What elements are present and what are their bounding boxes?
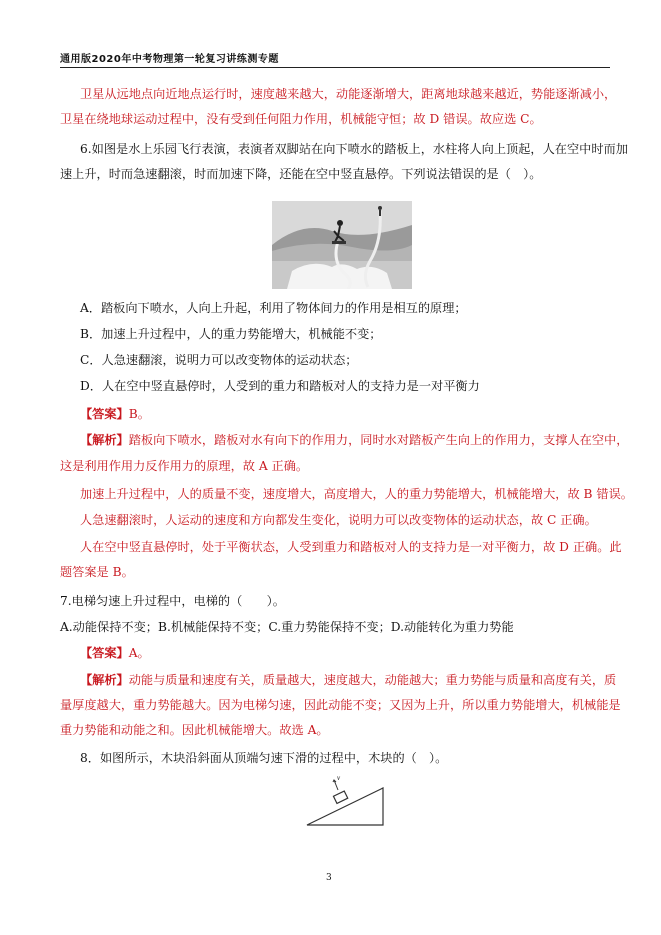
answer-label: 【答案】 [80, 646, 129, 660]
page-header: 通用版2020年中考物理第一轮复习讲练测专题 [60, 54, 279, 65]
option-b: B．加速上升过程中，人的重力势能增大，机械能不变； [80, 327, 382, 341]
page-number: 3 [326, 873, 332, 883]
answer-7 [80, 645, 630, 661]
explanation-line: 这是利用作用力反作用力的原理，故 A 正确。 [60, 459, 309, 473]
answer-label: 【答案】 [80, 407, 129, 421]
explanation-7 [80, 672, 630, 688]
question-6-text: 6.如图是水上乐园飞行表演，表演者双脚站在向下喷水的踏板上，水柱将人向上顶起，人在空中时而加 [80, 142, 628, 156]
explanation-line: 卫星在绕地球运动过程中，没有受到任何阻力作用，机械能守恒；故 D 错误。故应选 C。 [60, 112, 542, 126]
explanation-line: 人在空中竖直悬停时，处于平衡状态，人受到重力和踏板对人的支持力是一对平衡力，故 D 正确。此 [80, 540, 622, 554]
question-8-text: 8．如图所示，木块沿斜面从顶端匀速下滑的过程中，木块的（ ）。 [80, 751, 448, 765]
explanation-line: 卫星从远地点向近地点运行时，速度越来越大，动能逐渐增大，距离地球越来越近，势能逐渐减小， [80, 87, 617, 101]
explanation-line: 加速上升过程中，人的质量不变，速度增大，高度增大，人的重力势能增大，机械能增大，故 B 错误。 [80, 487, 633, 501]
incline-diagram [305, 770, 385, 830]
answer-value: B。 [128, 407, 150, 421]
question-6-text: 速上升，时而急速翻滚，时而加速下降，还能在空中竖直悬停。下列说法错误的是（ ）。 [60, 167, 542, 181]
explanation-line: 题答案是 B。 [60, 565, 134, 579]
option-a: A．踏板向下喷水，人向上升起，利用了物体间力的作用是相互的原理； [80, 301, 467, 315]
explanation-text: 动能与质量和速度有关，质量越大，速度越大，动能越大；重力势能与质量和高度有关，质 [128, 673, 617, 687]
explanation-label: 【解析】 [80, 673, 129, 687]
block-shape [333, 791, 347, 803]
explanation-6 [80, 432, 630, 448]
question-7-text: 7.电梯匀速上升过程中，电梯的（ ）。 [60, 594, 285, 608]
explanation-line: 人急速翻滚时，人运动的速度和方向都发生变化，说明力可以改变物体的运动状态，故 C 正确。 [80, 513, 597, 527]
answer-6 [80, 406, 630, 422]
explanation-label: 【解析】 [80, 433, 129, 447]
explanation-line: 重力势能和动能之和。因此机械能增大。故选 A。 [60, 723, 329, 737]
velocity-label: v [337, 774, 341, 782]
answer-value: A。 [128, 646, 150, 660]
option-c: C．人急速翻滚，说明力可以改变物体的运动状态； [80, 353, 358, 367]
header-divider [60, 67, 610, 68]
option-d: D．人在空中竖直悬停时，人受到的重力和踏板对人的支持力是一对平衡力 [80, 379, 480, 393]
question-7-options: A.动能保持不变；B.机械能保持不变；C.重力势能保持不变；D.动能转化为重力势能 [60, 620, 514, 634]
flyboard-photo [272, 201, 412, 289]
explanation-line: 量厚度越大，重力势能越大。因为电梯匀速，因此动能不变；又因为上升，所以重力势能增大，机械能是 [60, 698, 621, 712]
explanation-text: 踏板向下喷水，踏板对水有向下的作用力，同时水对踏板产生向上的作用力，支撑人在空中， [128, 433, 629, 447]
